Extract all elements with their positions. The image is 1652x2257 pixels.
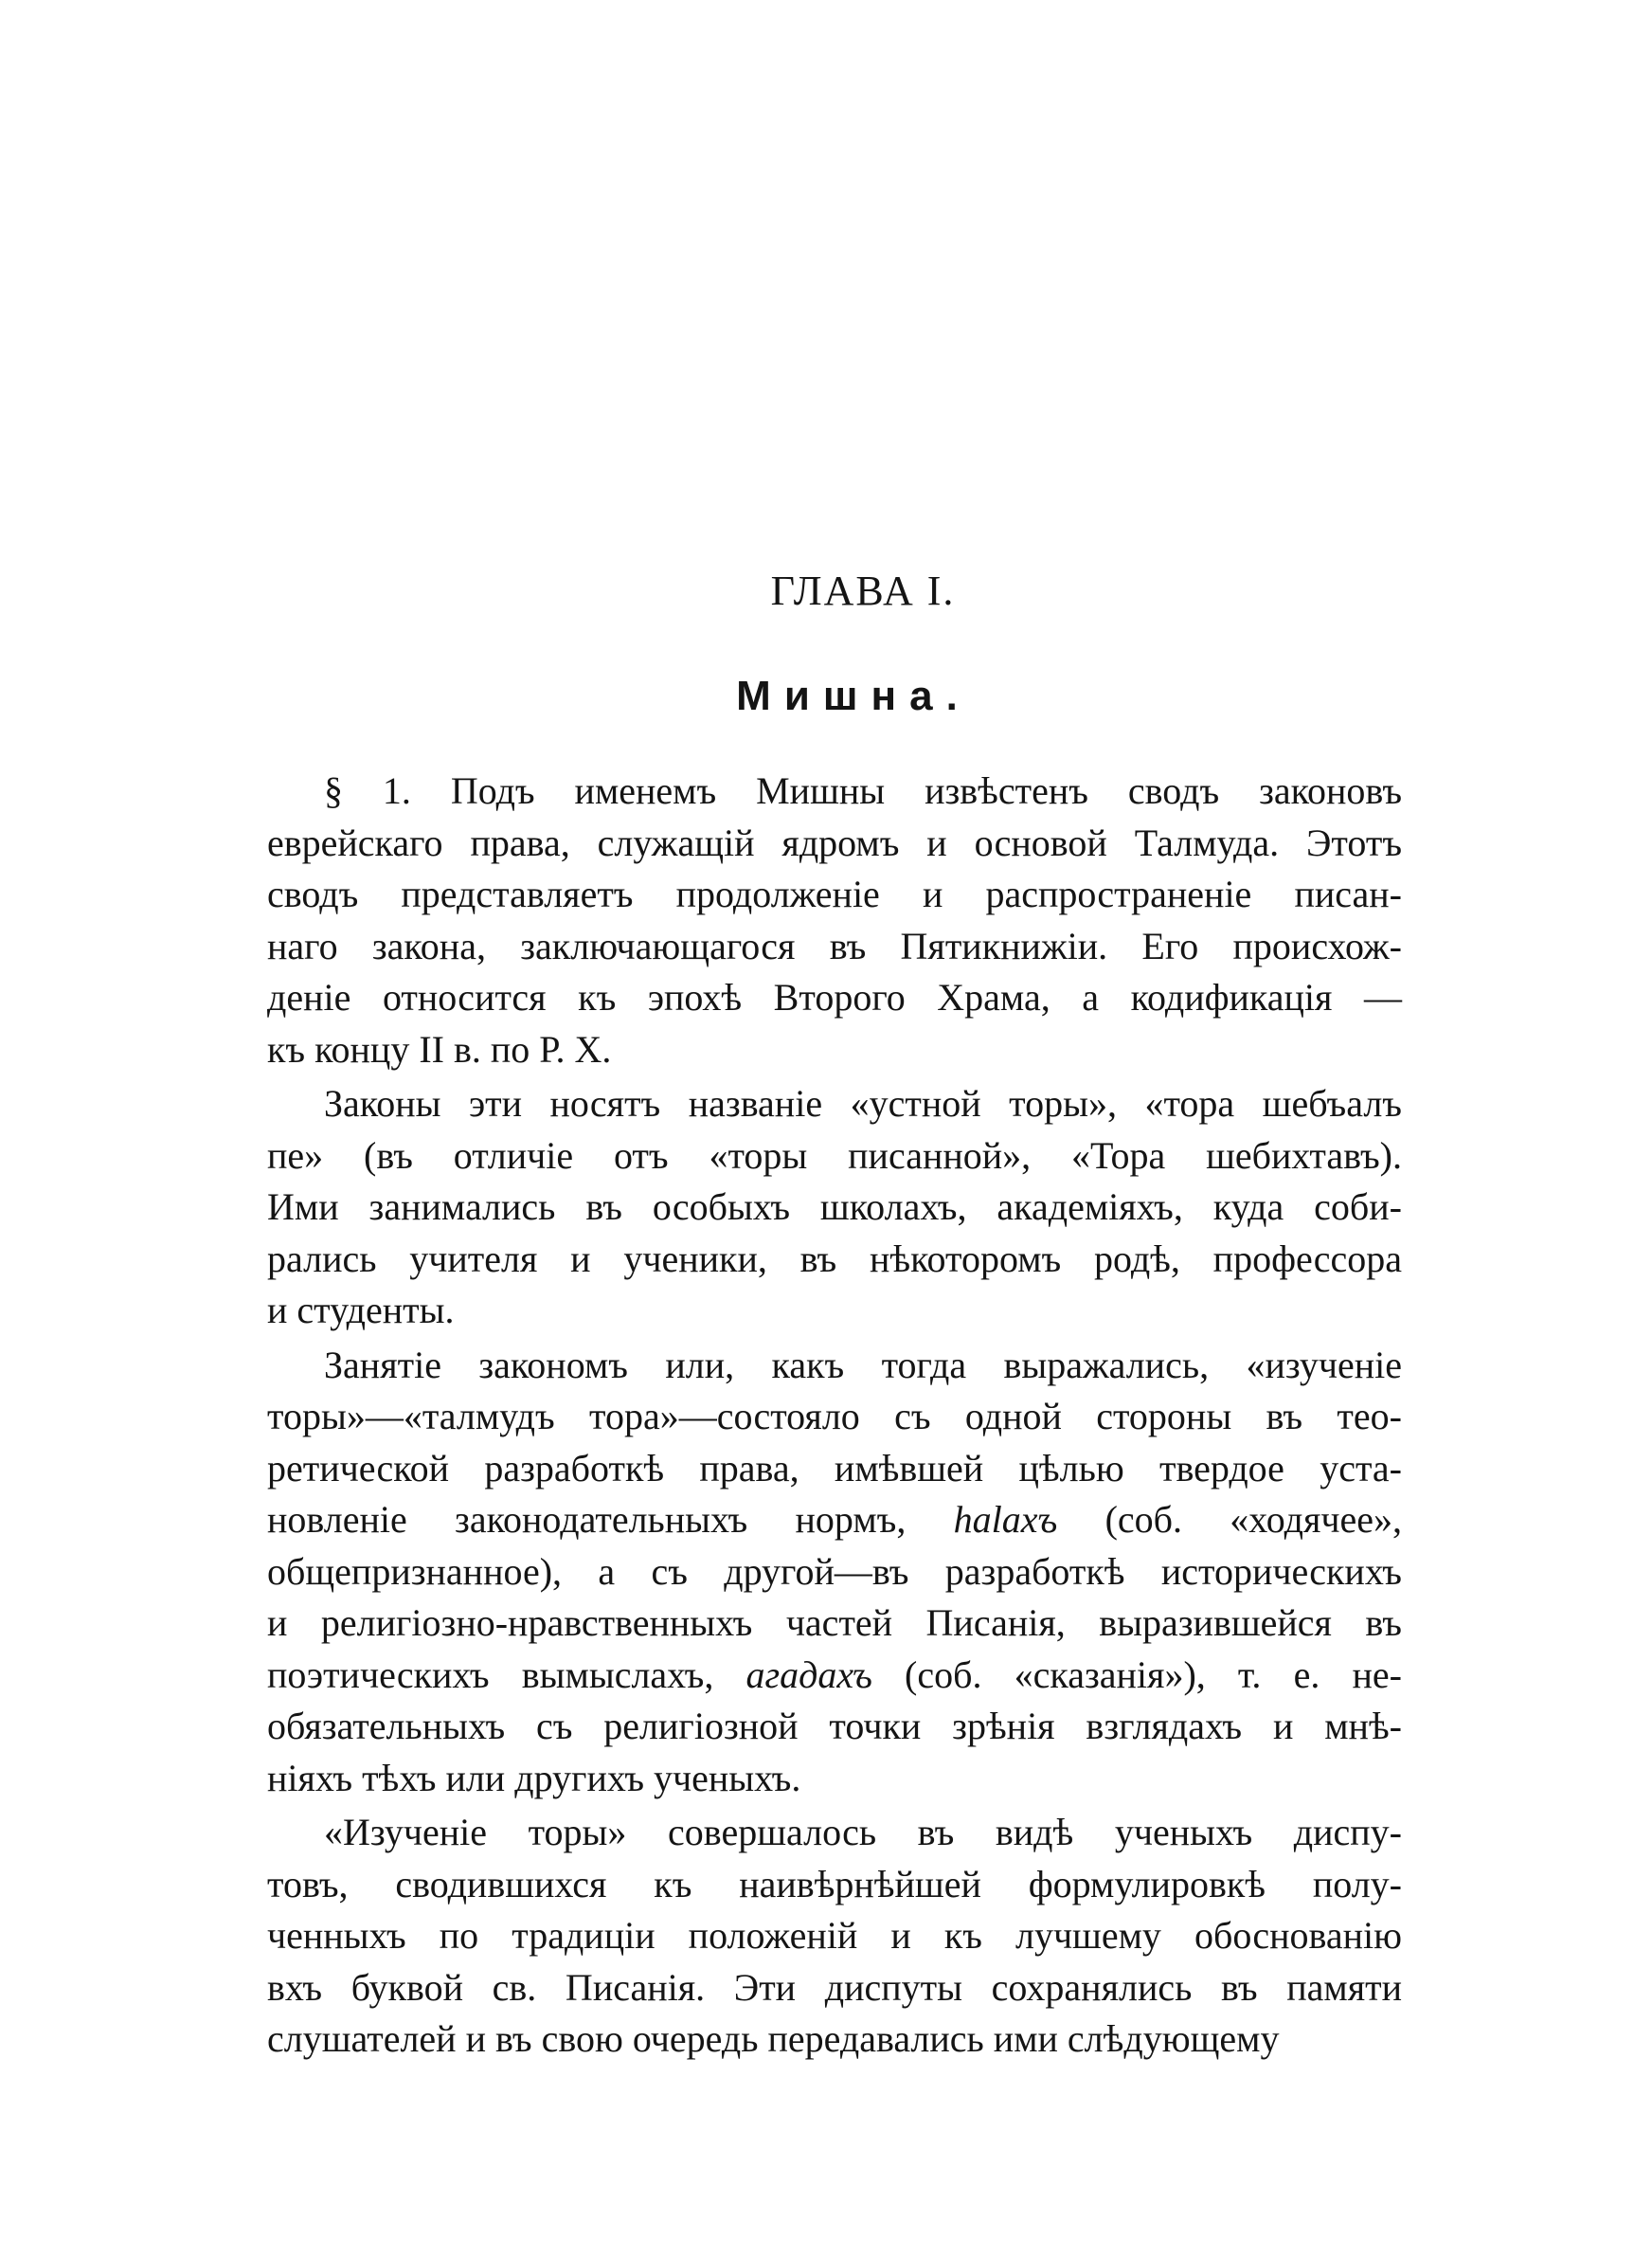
text-line: § 1. Подъ именемъ Мишны извѣстенъ сводъ законовъ: [324, 769, 1402, 812]
body-text: [267, 766, 1402, 2068]
text-line: пе» (въ отличіе отъ «торы писанной», «Тора шебихтавъ).: [267, 1133, 1402, 1177]
chapter-heading: ГЛАВА I.: [770, 568, 956, 614]
paragraph: [267, 1078, 1402, 1337]
text-line: поэтическихъ вымыслахъ, агадахъ (соб. «сказанія»), т. е. не-: [267, 1652, 1402, 1696]
text-line: къ концу II в. по Р. Х.: [267, 1027, 612, 1071]
text-line: ніяхъ тѣхъ или другихъ ученыхъ.: [267, 1756, 801, 1799]
text-line: общепризнанное), а съ другой—въ разработкѣ историческихъ: [267, 1549, 1402, 1593]
text-line: и студенты.: [267, 1289, 455, 1331]
text-line: еврейскаго права, служащій ядромъ и основой Талмуда. Этотъ: [267, 821, 1402, 864]
text-line: сводъ представляетъ продолженіе и распространеніе писан-: [267, 873, 1402, 915]
text-line: торы»—«талмудъ тора»—состояло съ одной стороны въ тео-: [267, 1395, 1402, 1437]
text-line: товъ, сводившихся къ наивѣрнѣйшей формулировкѣ полу-: [267, 1862, 1402, 1905]
text-line: ретической разработкѣ права, имѣвшей цѣлью твердое уста-: [267, 1446, 1402, 1490]
text-line: новленіе законодательныхъ нормъ, halaxъ (соб. «ходячее»,: [267, 1498, 1402, 1541]
text-line: и религіозно-нравственныхъ частей Писанія, выразившейся въ: [267, 1601, 1402, 1644]
text-line: наго закона, заключающагося въ Пятикнижіи. Его происхож-: [267, 924, 1402, 967]
text-line: вхъ буквой св. Писанія. Эти диспуты сохранялись въ памяти: [267, 1965, 1402, 2009]
text-line: ченныхъ по традиціи положеній и къ лучшему обоснованію: [267, 1914, 1402, 1957]
section-title: Мишна.: [736, 673, 971, 719]
paragraph: [267, 1340, 1402, 1805]
text-line: слушателей и въ свою очередь передавались ими слѣдующему: [267, 2017, 1280, 2060]
text-line: Ими занимались въ особыхъ школахъ, академіяхъ, куда соби-: [267, 1185, 1402, 1228]
text-line: Занятіе закономъ или, какъ тогда выражались, «изученіе: [324, 1343, 1402, 1386]
text-line: «Изученіе торы» совершалось въ видѣ ученыхъ диспу-: [324, 1811, 1402, 1853]
paragraph: [267, 766, 1402, 1075]
text-line: Законы эти носятъ названіе «устной торы», «тора шебъалъ: [324, 1082, 1402, 1125]
text-line: обязательныхъ съ религіозной точки зрѣнія взглядахъ и мнѣ-: [267, 1705, 1402, 1747]
paragraph: [267, 1807, 1402, 2066]
text-line: деніе относится къ эпохѣ Второго Храма, а кодификація —: [267, 976, 1402, 1019]
text-line: рались учителя и ученики, въ нѣкоторомъ родѣ, профессора: [267, 1237, 1402, 1280]
